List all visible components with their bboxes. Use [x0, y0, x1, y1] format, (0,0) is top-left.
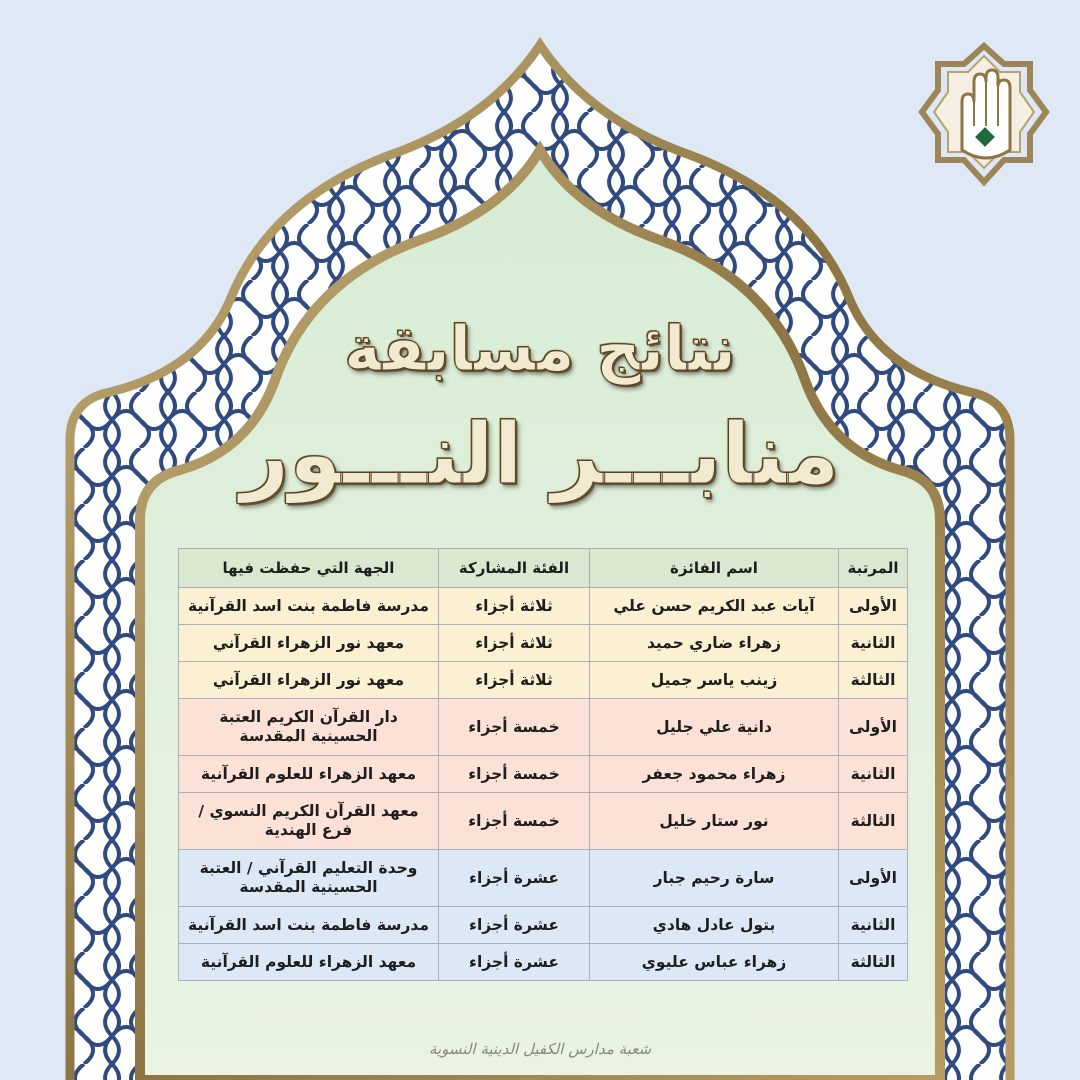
poster-title-line1: نتائج مسابقة — [344, 312, 736, 385]
table-row — [179, 850, 908, 907]
table-row — [179, 793, 908, 850]
cell-rank: الأولى — [839, 588, 908, 625]
cell-institution: معهد الزهراء للعلوم القرآنية — [179, 756, 439, 793]
cell-category: ثلاثة أجزاء — [439, 625, 590, 662]
cell-rank: الأولى — [839, 850, 908, 907]
cell-name: بتول عادل هادي — [590, 907, 839, 944]
cell-institution: معهد نور الزهراء القرآني — [179, 625, 439, 662]
header-category: الفئة المشاركة — [439, 549, 590, 588]
cell-category: عشرة أجزاء — [439, 850, 590, 907]
table-header-row — [179, 549, 908, 588]
table-row — [179, 944, 908, 981]
results-table — [178, 548, 908, 981]
header-institution: الجهة التي حفظت فيها — [179, 549, 439, 588]
cell-category: ثلاثة أجزاء — [439, 662, 590, 699]
poster-title-line2: منابـــر النـــور — [240, 405, 840, 503]
footer-signature: شعبة مدارس الكفيل الدينية النسوية — [428, 1040, 652, 1058]
cell-institution: معهد نور الزهراء القرآني — [179, 662, 439, 699]
cell-name: دانية علي جليل — [590, 699, 839, 756]
cell-rank: الثانية — [839, 625, 908, 662]
cell-category: خمسة أجزاء — [439, 793, 590, 850]
cell-name: زهراء ضاري حميد — [590, 625, 839, 662]
cell-institution: معهد القرآن الكريم النسوي / فرع الهندية — [179, 793, 439, 850]
cell-rank: الثالثة — [839, 662, 908, 699]
cell-institution: معهد الزهراء للعلوم القرآنية — [179, 944, 439, 981]
cell-name: زينب ياسر جميل — [590, 662, 839, 699]
cell-institution: دار القرآن الكريم العتبة الحسينية المقدسة — [179, 699, 439, 756]
cell-institution: مدرسة فاطمة بنت اسد القرآنية — [179, 588, 439, 625]
cell-name: سارة رحيم جبار — [590, 850, 839, 907]
cell-rank: الثالثة — [839, 944, 908, 981]
cell-category: خمسة أجزاء — [439, 699, 590, 756]
cell-name: آيات عبد الكريم حسن علي — [590, 588, 839, 625]
table-row — [179, 907, 908, 944]
cell-institution: مدرسة فاطمة بنت اسد القرآنية — [179, 907, 439, 944]
table-row — [179, 662, 908, 699]
cell-category: عشرة أجزاء — [439, 944, 590, 981]
table-row — [179, 625, 908, 662]
header-name: اسم الفائزة — [590, 549, 839, 588]
cell-institution: وحدة التعليم القرآني / العتبة الحسينية المقدسة — [179, 850, 439, 907]
table-row — [179, 588, 908, 625]
header-rank: المرتبة — [839, 549, 908, 588]
cell-name: نور ستار خليل — [590, 793, 839, 850]
hand-emblem-icon — [918, 42, 1050, 190]
cell-rank: الثالثة — [839, 793, 908, 850]
table-row — [179, 699, 908, 756]
cell-category: خمسة أجزاء — [439, 756, 590, 793]
cell-rank: الثانية — [839, 756, 908, 793]
cell-rank: الثانية — [839, 907, 908, 944]
table-row — [179, 756, 908, 793]
cell-rank: الأولى — [839, 699, 908, 756]
cell-name: زهراء محمود جعفر — [590, 756, 839, 793]
cell-name: زهراء عباس عليوي — [590, 944, 839, 981]
cell-category: ثلاثة أجزاء — [439, 588, 590, 625]
cell-category: عشرة أجزاء — [439, 907, 590, 944]
